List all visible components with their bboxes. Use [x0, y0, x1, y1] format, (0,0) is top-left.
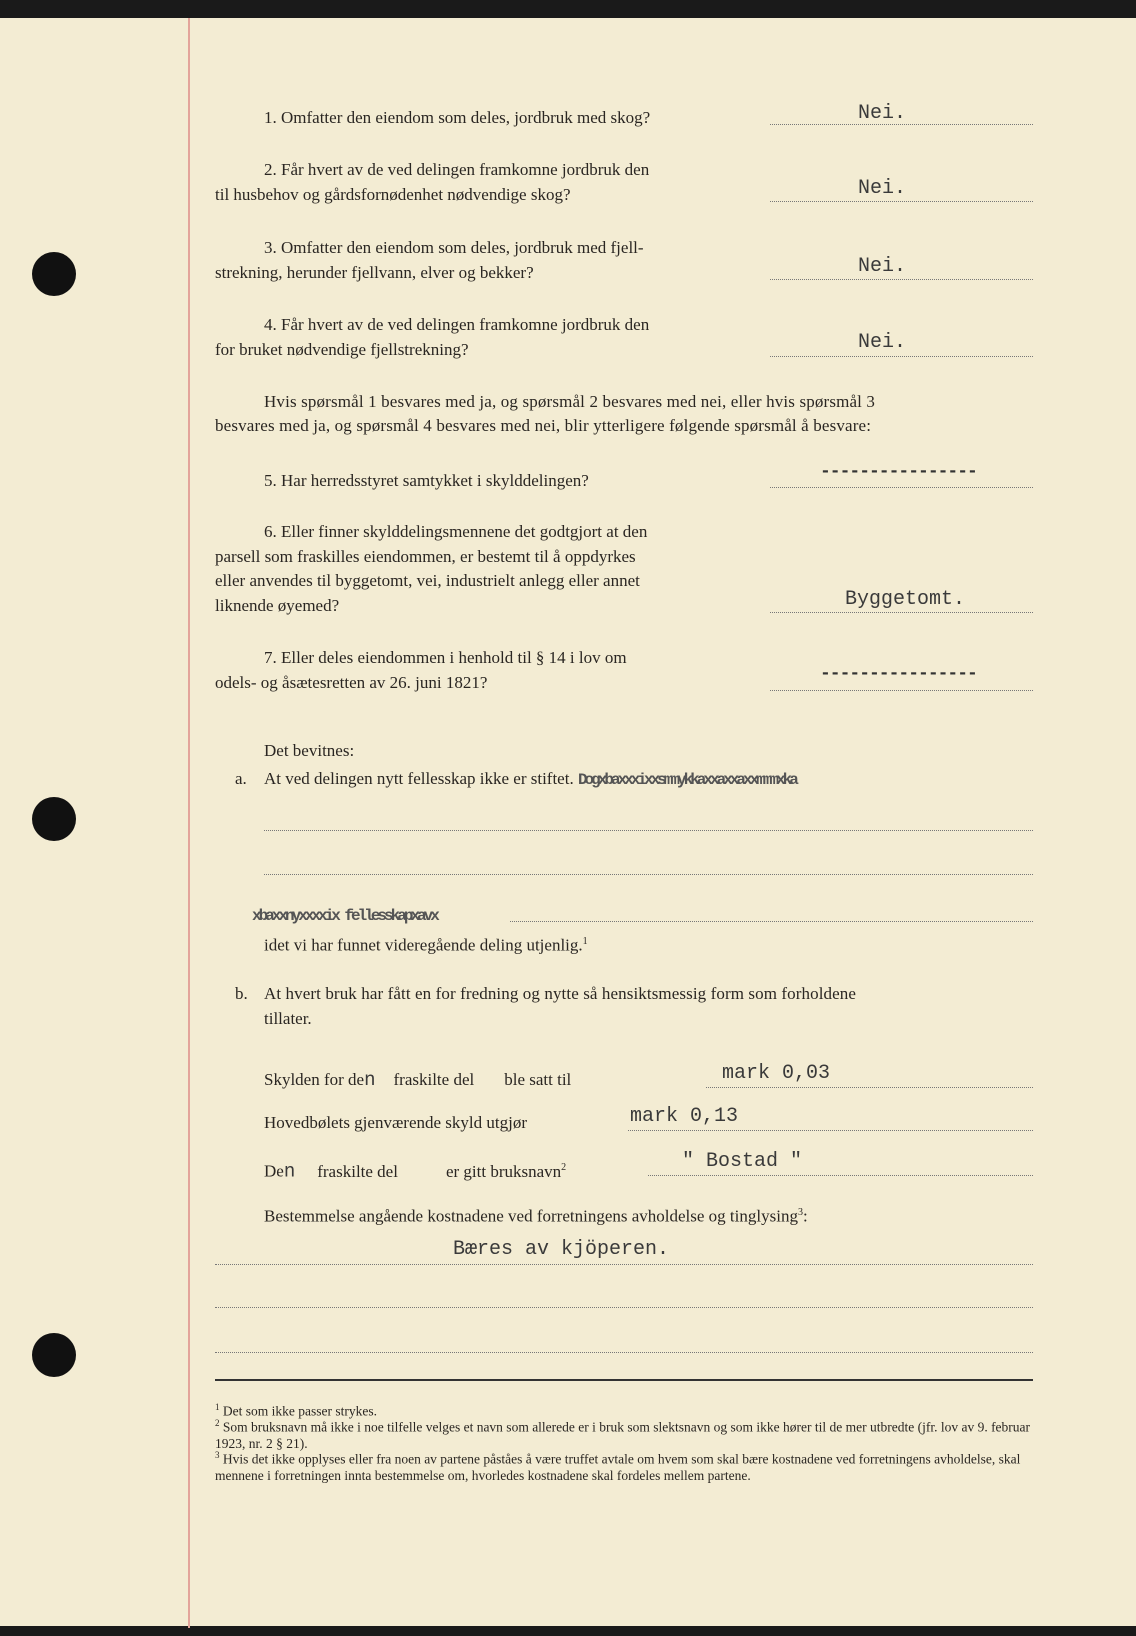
- footnote-3: $^3$ Hvis det ikke opplyses eller fra noen av partene påståes å være truffet avtale om hvem som skal bære kostnadene ved forretningens avholdelse, skal mennene i forretningen innta bestemmelse om, hvorledes kostnadene skal fordeles mellem partene.: [215, 1450, 1021, 1483]
- blank-line: [264, 830, 1033, 831]
- hoved-value: mark 0,13: [630, 1105, 739, 1128]
- question-6-line2: parsell som fraskilles eiendommen, er bestemt til å oppdyrkes: [215, 547, 636, 566]
- conditional-line1: Hvis spørsmål 1 besvares med ja, og spørsmål 2 besvares med nei, eller hvis spørsmål 3: [264, 392, 876, 411]
- skyld-value: mark 0,03: [722, 1062, 831, 1085]
- question-6-line4: liknende øyemed?: [215, 596, 340, 615]
- kost-label: Bestemmelse angående kostnadene ved forretningens avholdelse og tinglysing$^3$:: [264, 1206, 808, 1226]
- red-margin-line: [188, 18, 190, 1628]
- blank-line: [215, 1307, 1033, 1308]
- item-a-text: At ved delingen nytt fellesskap ikke er stiftet. Dogxbaxxxixxsmmykkaxxaxxaxxmmmxka: [264, 769, 796, 789]
- skyld-line: [706, 1087, 1033, 1088]
- answer-line: [770, 690, 1033, 691]
- question-5: 5. Har herredsstyret samtykket i skylddelingen?: [264, 471, 589, 490]
- navn-line: [648, 1175, 1033, 1176]
- question-3-line2: strekning, herunder fjellvann, elver og bekker?: [215, 263, 534, 282]
- item-b-line2: tillater.: [264, 1009, 312, 1028]
- question-2-line2: til husbehov og gårdsfornødenhet nødvendige skog?: [215, 185, 571, 204]
- scan-border-bottom: [0, 1626, 1136, 1636]
- scan-border-top: [0, 0, 1136, 18]
- kost-line: [215, 1264, 1033, 1265]
- question-2-line1: 2. Får hvert av de ved delingen framkomne jordbruk den: [264, 160, 650, 179]
- question-7-line1: 7. Eller deles eiendommen i henhold til § 14 i lov om: [264, 648, 627, 667]
- blank-line: [215, 1352, 1033, 1353]
- question-6-line1: 6. Eller finner skylddelingsmennene det godtgjort at den: [264, 522, 648, 541]
- navn-value: " Bostad ": [682, 1150, 803, 1173]
- hoved-line: [628, 1130, 1033, 1131]
- answer-5: ----------------: [820, 462, 977, 482]
- question-7-line2: odels- og åsætesretten av 26. juni 1821?: [215, 673, 488, 692]
- item-a-end: idet vi har funnet videregående deling utjenlig.$^1$: [264, 935, 588, 955]
- struck-text: Dogxbaxxxixxsmmykkaxxaxxaxxmmmxka: [577, 771, 796, 789]
- answer-line: [770, 612, 1033, 613]
- conditional-line2: besvares med ja, og spørsmål 4 besvares med nei, blir ytterligere følgende spørsmål å besvare:: [215, 416, 872, 435]
- question-4-line1: 4. Får hvert av de ved delingen framkomne jordbruk den: [264, 315, 650, 334]
- punch-hole: [32, 1333, 76, 1377]
- item-a-label: a.: [235, 769, 247, 788]
- answer-3: Nei.: [858, 255, 907, 278]
- answer-7: ----------------: [820, 664, 977, 684]
- punch-hole: [32, 252, 76, 296]
- punch-hole: [32, 797, 76, 841]
- answer-line: [770, 279, 1033, 280]
- kost-value: Bæres av kjöperen.: [453, 1238, 670, 1261]
- question-4-line2: for bruket nødvendige fjellstrekning?: [215, 340, 469, 359]
- blank-line: [510, 921, 1033, 922]
- blank-line: [264, 874, 1033, 875]
- footnote-2: $^2$ Som bruksnavn må ikke i noe tilfelle velges et navn som allerede er i bruk som slektsnavn og som ikke hører til de mer utbredte (jfr. lov av 9. februar 1923, nr. 2 § 21).: [215, 1418, 1031, 1451]
- answer-line: [770, 201, 1033, 202]
- item-b-label: b.: [235, 984, 248, 1003]
- footnote-rule: [215, 1379, 1033, 1381]
- answer-6: Byggetomt.: [845, 588, 966, 611]
- answer-line: [770, 356, 1033, 357]
- attest-heading: Det bevitnes:: [264, 741, 355, 760]
- item-b-line1: At hvert bruk har fått en for fredning og nytte så hensiktsmessig form som forholdene: [264, 984, 857, 1003]
- hoved-label: Hovedbølets gjenværende skyld utgjør: [264, 1113, 527, 1132]
- navn-label: Den fraskilte del er gitt bruksnavn$^2$: [264, 1160, 567, 1183]
- question-3-line1: 3. Omfatter den eiendom som deles, jordbruk med fjell-: [264, 238, 644, 257]
- question-1: 1. Omfatter den eiendom som deles, jordbruk med skog?: [264, 108, 651, 127]
- skyld-label: Skylden for den fraskilte del ble satt til: [264, 1069, 572, 1091]
- answer-4: Nei.: [858, 331, 907, 354]
- question-6-line3: eller anvendes til byggetomt, vei, industrielt anlegg eller annet: [215, 571, 640, 590]
- answer-line: [770, 487, 1033, 488]
- answer-1: Nei.: [858, 102, 907, 125]
- struck-text-2: xbaxxnyxxxxix fellesskapxavx: [252, 907, 437, 925]
- footnote-1: $^1$ Det som ikke passer strykes.: [215, 1402, 377, 1419]
- answer-2: Nei.: [858, 177, 907, 200]
